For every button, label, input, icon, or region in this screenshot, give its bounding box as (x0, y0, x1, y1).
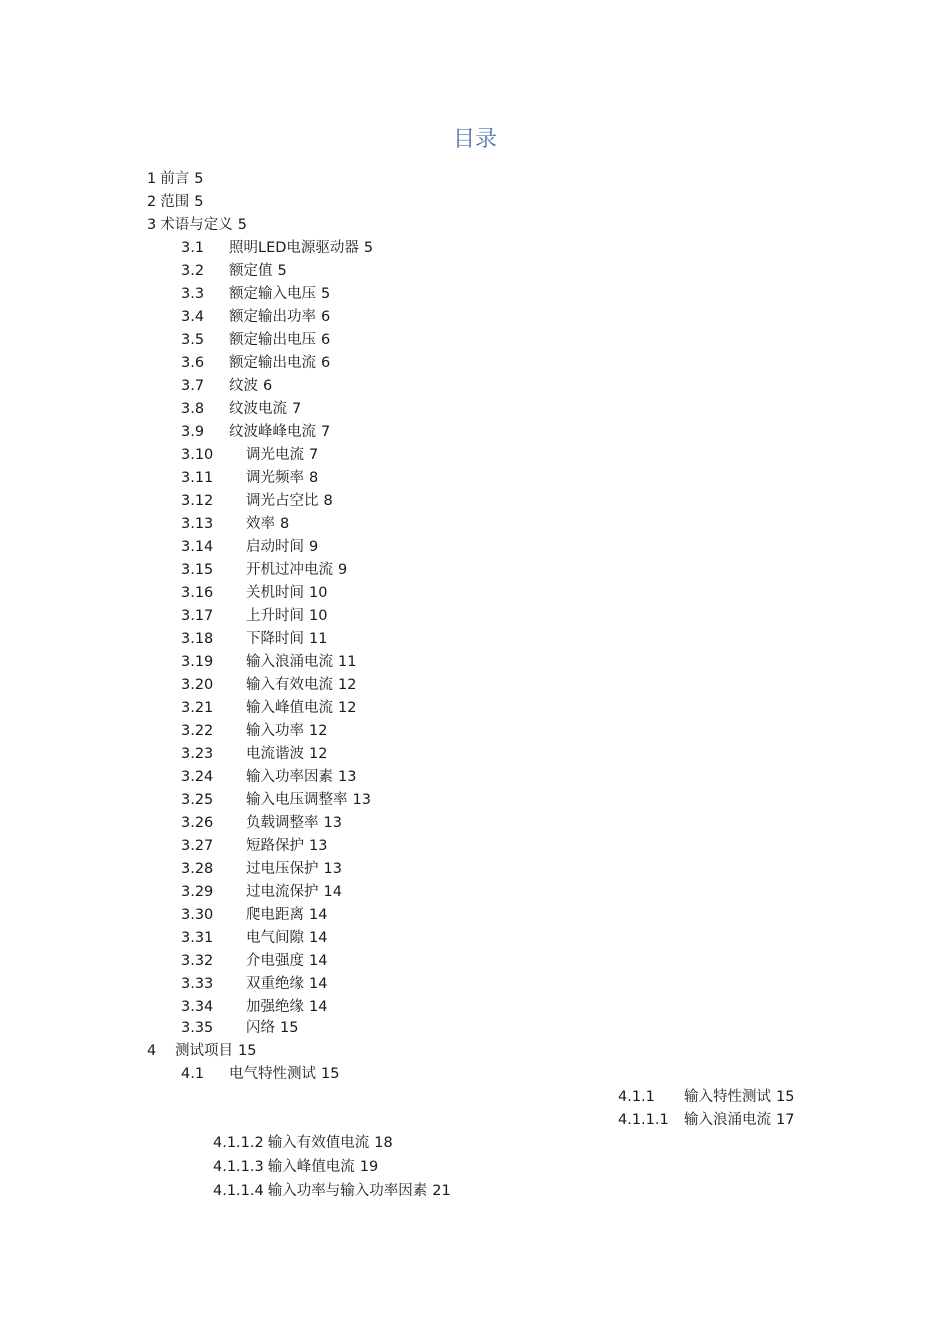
toc-page: 18 (374, 1135, 393, 1151)
toc-label: 输入峰值电流 (246, 700, 333, 716)
toc-entry[interactable] (181, 973, 327, 995)
toc-entry[interactable] (181, 582, 327, 604)
toc-number: 4.1 (181, 1066, 205, 1082)
toc-label: 额定输出电压 (229, 332, 316, 348)
toc-number: 4 (147, 1043, 157, 1059)
toc-number: 3.13 (181, 516, 214, 532)
toc-number: 3.1 (181, 240, 205, 256)
toc-number: 3.2 (181, 263, 205, 279)
toc-page: 8 (323, 493, 333, 509)
toc-number: 3.7 (181, 378, 205, 394)
toc-number: 3.5 (181, 332, 205, 348)
toc-page: 14 (309, 930, 328, 946)
toc-label: 额定输出功率 (229, 309, 316, 325)
toc-number: 4.1.1.4 (213, 1183, 264, 1199)
toc-number: 3.19 (181, 654, 214, 670)
toc-entry[interactable] (181, 858, 342, 880)
toc-label: 输入特性测试 (684, 1089, 771, 1105)
toc-number: 3.29 (181, 884, 214, 900)
toc-page: 5 (194, 194, 204, 210)
toc-entry[interactable] (181, 467, 318, 489)
toc-number: 3.3 (181, 286, 205, 302)
toc-entry[interactable] (181, 329, 330, 351)
toc-entry[interactable] (181, 996, 327, 1018)
toc-page: 12 (309, 723, 328, 739)
toc-page: 21 (432, 1183, 451, 1199)
toc-number: 3.35 (181, 1020, 214, 1036)
toc-number: 3.21 (181, 700, 214, 716)
toc-label: 输入电压调整率 (246, 792, 348, 808)
toc-entry[interactable] (181, 697, 356, 719)
toc-number: 3.17 (181, 608, 214, 624)
toc-entry[interactable] (181, 835, 327, 857)
toc-number: 3.18 (181, 631, 214, 647)
toc-page: 14 (323, 884, 342, 900)
toc-number: 4.1.1 (618, 1089, 655, 1105)
toc-label: 范围 (160, 194, 190, 210)
toc-entry[interactable] (181, 720, 327, 742)
toc-number: 2 (147, 194, 157, 210)
toc-label: 闪络 (246, 1020, 275, 1036)
toc-entry[interactable] (147, 1040, 256, 1062)
toc-label: 效率 (246, 516, 275, 532)
toc-label: 输入功率与输入功率因素 (267, 1183, 428, 1199)
toc-entry[interactable] (181, 651, 356, 673)
toc-page: 15 (280, 1020, 299, 1036)
toc-page: 8 (309, 470, 319, 486)
toc-label: 额定值 (229, 263, 273, 279)
toc-number: 3.9 (181, 424, 205, 440)
toc-number: 3.32 (181, 953, 214, 969)
toc-entry[interactable] (181, 513, 289, 535)
toc-number: 3.4 (181, 309, 205, 325)
toc-entry[interactable] (618, 1086, 794, 1108)
toc-page: 15 (238, 1043, 257, 1059)
toc-page: 10 (309, 585, 328, 601)
toc-page: 6 (321, 355, 331, 371)
toc-label: 前言 (160, 171, 190, 187)
toc-number: 3.24 (181, 769, 214, 785)
toc-page: 14 (309, 907, 328, 923)
toc-page: 5 (237, 217, 247, 233)
toc-number: 3.30 (181, 907, 214, 923)
toc-page: 9 (309, 539, 319, 555)
toc-entry[interactable] (181, 927, 327, 949)
toc-number: 4.1.1.3 (213, 1159, 264, 1175)
toc-entry[interactable] (181, 260, 287, 282)
toc-number: 3.26 (181, 815, 214, 831)
toc-label: 负载调整率 (246, 815, 319, 831)
toc-label: 过电压保护 (246, 861, 319, 877)
toc-page: 5 (321, 286, 331, 302)
toc-number: 3.23 (181, 746, 214, 762)
toc-label: 额定输出电流 (229, 355, 316, 371)
toc-number: 3.12 (181, 493, 214, 509)
toc-label: 输入有效电流 (246, 677, 333, 693)
toc-entry[interactable] (181, 950, 327, 972)
toc-label: 调光占空比 (246, 493, 319, 509)
toc-page: 12 (309, 746, 328, 762)
toc-entry[interactable] (181, 766, 356, 788)
toc-label: 术语与定义 (160, 217, 233, 233)
toc-label: 纹波 (229, 378, 258, 394)
toc-label: 电气间隙 (246, 930, 304, 946)
toc-entry[interactable] (181, 559, 347, 581)
toc-number: 3.28 (181, 861, 214, 877)
toc-entry[interactable] (181, 375, 272, 397)
toc-number: 1 (147, 171, 157, 187)
toc-number: 3.25 (181, 792, 214, 808)
toc-entry[interactable] (618, 1109, 794, 1131)
toc-entry[interactable] (181, 881, 342, 903)
toc-entry[interactable] (181, 674, 356, 696)
toc-entry[interactable] (147, 191, 203, 213)
toc-page: 14 (309, 953, 328, 969)
toc-entry[interactable] (181, 1063, 339, 1085)
toc-label: 输入功率因素 (246, 769, 333, 785)
toc-page: 12 (338, 700, 357, 716)
toc-number: 3.8 (181, 401, 205, 417)
toc-page: 13 (309, 838, 328, 854)
toc-number: 4.1.1.2 (213, 1135, 264, 1151)
toc-page: 13 (338, 769, 357, 785)
toc-page: 15 (321, 1066, 340, 1082)
toc-entry[interactable] (181, 352, 330, 374)
toc-page: 5 (194, 171, 204, 187)
toc-page: 9 (338, 562, 348, 578)
toc-entry[interactable] (147, 214, 247, 236)
toc-number: 4.1.1.1 (618, 1112, 669, 1128)
toc-page: 11 (338, 654, 357, 670)
toc-label: 电气特性测试 (229, 1066, 316, 1082)
toc-page: 11 (309, 631, 328, 647)
toc-entry[interactable] (181, 398, 301, 420)
toc-number: 3.31 (181, 930, 214, 946)
toc-page: 8 (280, 516, 290, 532)
toc-page: 17 (776, 1112, 795, 1128)
toc-number: 3.14 (181, 539, 214, 555)
toc-page: 14 (309, 976, 328, 992)
toc-label: 调光电流 (246, 447, 304, 463)
toc-entry[interactable] (181, 306, 330, 328)
toc-entry[interactable] (181, 789, 371, 811)
toc-label: 启动时间 (246, 539, 304, 555)
toc-label: 关机时间 (246, 585, 304, 601)
toc-page: 6 (321, 332, 331, 348)
toc-page: 5 (277, 263, 287, 279)
toc-entry[interactable] (181, 812, 342, 834)
toc-page: 12 (338, 677, 357, 693)
toc-page: 13 (323, 861, 342, 877)
toc-entry[interactable] (181, 605, 327, 627)
toc-entry[interactable] (181, 743, 327, 765)
toc-label: 调光频率 (246, 470, 304, 486)
toc-label: 照明LED电源驱动器 (229, 240, 359, 256)
toc-label: 纹波电流 (229, 401, 287, 417)
toc-page: 13 (352, 792, 371, 808)
toc-label: 开机过冲电流 (246, 562, 333, 578)
toc-page: 7 (292, 401, 302, 417)
toc-entry[interactable] (181, 444, 318, 466)
toc-label: 双重绝缘 (246, 976, 304, 992)
toc-label: 输入有效值电流 (267, 1135, 370, 1151)
toc-entry[interactable] (181, 628, 327, 650)
toc-number: 3.20 (181, 677, 214, 693)
toc-number: 3.6 (181, 355, 205, 371)
toc-label: 短路保护 (246, 838, 304, 854)
toc-number: 3.27 (181, 838, 214, 854)
toc-number: 3.15 (181, 562, 214, 578)
toc-page: 19 (359, 1159, 379, 1175)
toc-label: 上升时间 (246, 608, 304, 624)
toc-page: 7 (309, 447, 319, 463)
toc-number: 3.33 (181, 976, 214, 992)
toc-label: 过电流保护 (246, 884, 319, 900)
toc-label: 电流谐波 (246, 746, 304, 762)
toc-page: 10 (309, 608, 328, 624)
toc-number: 3.10 (181, 447, 214, 463)
toc-page: 14 (309, 999, 328, 1015)
toc-page: 7 (321, 424, 331, 440)
toc-entry[interactable] (181, 1017, 298, 1039)
toc-entry[interactable] (181, 283, 330, 305)
toc-page: 6 (263, 378, 273, 394)
toc-label: 输入浪涌电流 (246, 654, 333, 670)
toc-label: 输入功率 (246, 723, 304, 739)
toc-page: 6 (321, 309, 331, 325)
toc-number: 3.16 (181, 585, 214, 601)
toc-entry[interactable] (213, 1156, 378, 1178)
toc-entry[interactable] (213, 1132, 393, 1154)
page-title: 目录 (452, 127, 497, 152)
toc-page: 15 (776, 1089, 795, 1105)
toc-label: 介电强度 (246, 953, 304, 969)
toc-label: 输入峰值电流 (267, 1159, 355, 1175)
toc-number: 3.11 (181, 470, 214, 486)
toc-label: 纹波峰峰电流 (229, 424, 316, 440)
toc-page: 5 (363, 240, 374, 256)
toc-entry[interactable] (147, 168, 203, 190)
toc-number: 3 (147, 217, 157, 233)
toc-label: 测试项目 (175, 1043, 233, 1059)
toc-entry[interactable] (181, 421, 330, 443)
toc-entry[interactable] (181, 904, 327, 926)
toc-entry[interactable] (181, 536, 318, 558)
toc-label: 额定输入电压 (229, 286, 316, 302)
toc-entry[interactable] (213, 1180, 451, 1202)
toc-label: 下降时间 (246, 631, 304, 647)
toc-label: 加强绝缘 (246, 999, 304, 1015)
toc-entry[interactable] (181, 237, 373, 259)
toc-label: 输入浪涌电流 (684, 1112, 771, 1128)
toc-number: 3.22 (181, 723, 214, 739)
toc-entry[interactable] (181, 490, 333, 512)
toc-number: 3.34 (181, 999, 214, 1015)
toc-label: 爬电距离 (246, 907, 304, 923)
toc-page: 13 (323, 815, 342, 831)
